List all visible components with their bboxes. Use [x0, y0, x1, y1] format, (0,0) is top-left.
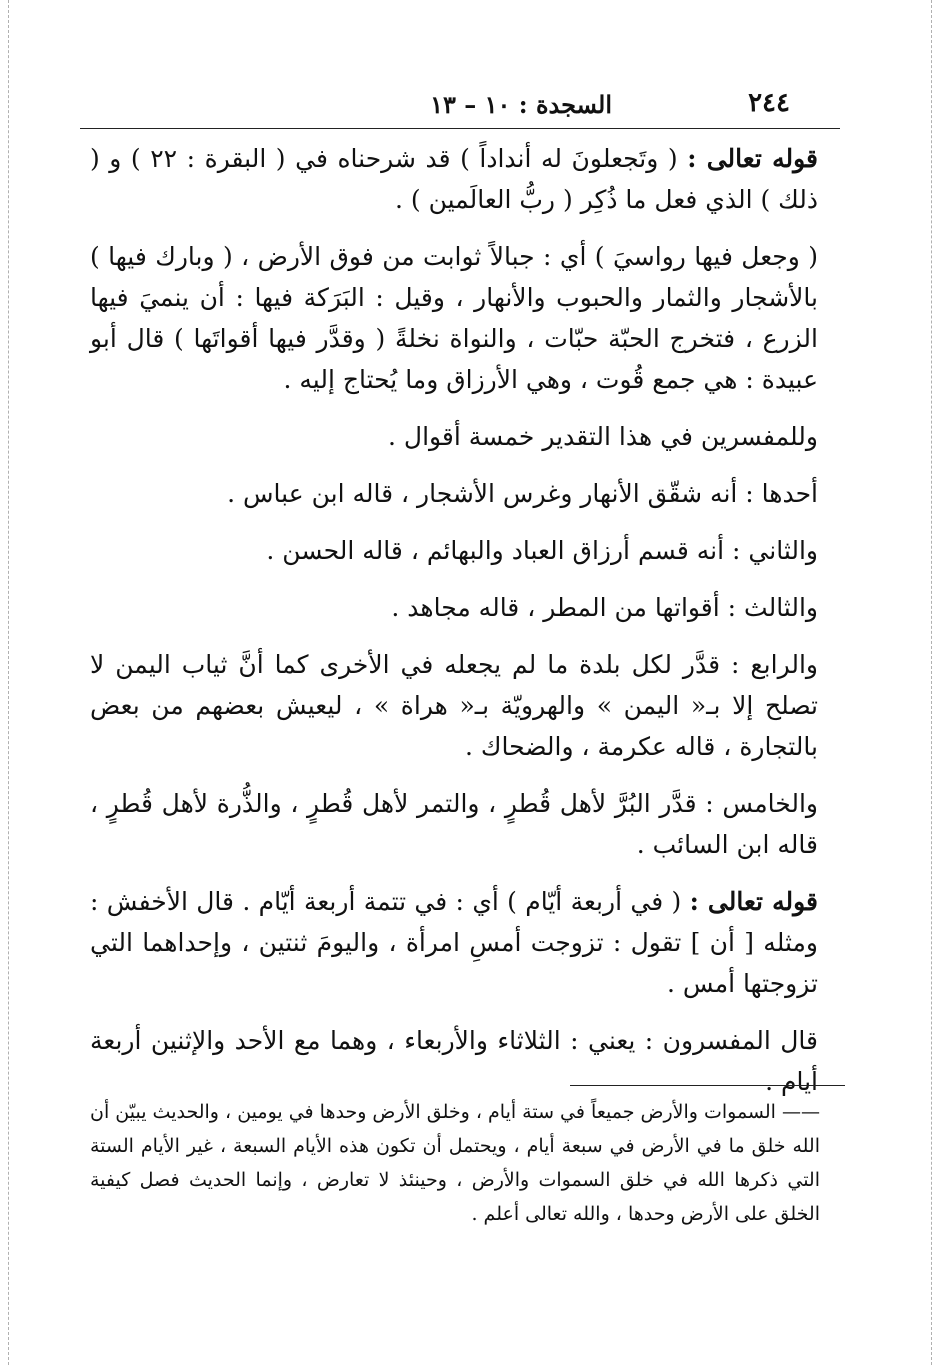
scan-edge-left [8, 0, 9, 1365]
paragraph [90, 138, 818, 220]
running-title: السجدة : ١٠ – ١٣ [430, 90, 612, 119]
paragraph [90, 881, 818, 1004]
page-number: ٢٤٤ [748, 88, 790, 118]
paragraph [90, 530, 818, 571]
paragraph-text: ( وتَجعلونَ له أنداداً ) قد شرحناه في ( البقرة : ٢٢ ) و ( ذلك ) الذي فعل ما ذُكِر ( ربُّ العالَمين ) . [90, 144, 818, 214]
paragraph [90, 416, 818, 457]
paragraph [90, 783, 818, 865]
paragraph [90, 644, 818, 767]
paragraph-text: قال المفسرون : يعني : الثلاثاء والأربعاء ، وهما مع الأحد والإثنين أربعة أيام . [90, 1026, 818, 1096]
footnote [90, 1095, 820, 1231]
paragraph-text: وللمفسرين في هذا التقدير خمسة أقوال . [388, 422, 818, 451]
footnote-rule [570, 1085, 845, 1086]
paragraph-text: والثالث : أقواتها من المطر ، قاله مجاهد . [391, 593, 818, 622]
paragraph-text: والخامس : قدَّر البُرَّ لأهل قُطرٍ ، والتمر لأهل قُطرٍ ، والذُّرة لأهل قُطرٍ ، قاله ابن السائب . [90, 789, 818, 859]
paragraph-text: أحدها : أنه شقّق الأنهار وغرس الأشجار ، قاله ابن عباس . [227, 479, 818, 508]
scan-edge-right [931, 0, 932, 1365]
paragraph-text: والرابع : قدَّر لكل بلدة ما لم يجعله في الأخرى كما أنَّ ثياب اليمن لا تصلح إلا بـ« اليمن » والهرويّة بـ« هراة » ، ليعيش بعضهم من بعض بالتجارة ، قاله عكرمة ، والضحاك . [90, 650, 818, 761]
page-header [340, 88, 790, 122]
paragraph-text: ( وجعل فيها رواسيَ ) أي : جبالاً ثوابت من فوق الأرض ، ( وبارك فيها ) بالأشجار والثمار والحبوب والأنهار ، وقيل : البَرَكة فيها : أن ينميَ فيها الزرع ، فتخرج الحبّة حبّات ، والنواة نخلةً ( وقدَّر فيها أقواتَها ) قال أبو عبيدة : هي جمع قُوت ، وهي الأرزاق وما يُحتاج إليه . [90, 242, 818, 394]
paragraph-lead: قوله تعالى : [689, 887, 818, 916]
paragraph-text: والثاني : أنه قسم أرزاق العباد والبهائم ، قاله الحسن . [266, 536, 818, 565]
paragraph-lead: قوله تعالى : [687, 144, 819, 173]
paragraph [90, 587, 818, 628]
footnote-text: —— السموات والأرض جميعاً في ستة أيام ، وخلق الأرض وحدها في يومين ، والحديث يبيّن أن الله خلق ما في الأرض في سبعة أيام ، ويحتمل أن تكون هذه الأيام السبعة ، غير الأيام الستة التي ذكرها الله في خلق السموات والأرض ، وحينئذ لا تعارض ، وإنما الحديث فصل كيفية الخلق على الأرض وحدها ، والله تعالى أعلم . [90, 1101, 820, 1225]
paragraph [90, 236, 818, 400]
main-text [90, 138, 818, 1118]
paragraph [90, 473, 818, 514]
paragraph-text: ( في أربعة أيّام ) أي : في تتمة أربعة أيّام . قال الأخفش : ومثله [ أن ] تقول : تزوجت أمسِ امرأة ، واليومَ ثنتين ، وإحداهما التي تزوجتها أمس . [90, 887, 818, 998]
header-rule [80, 128, 840, 129]
paragraph [90, 1020, 818, 1102]
